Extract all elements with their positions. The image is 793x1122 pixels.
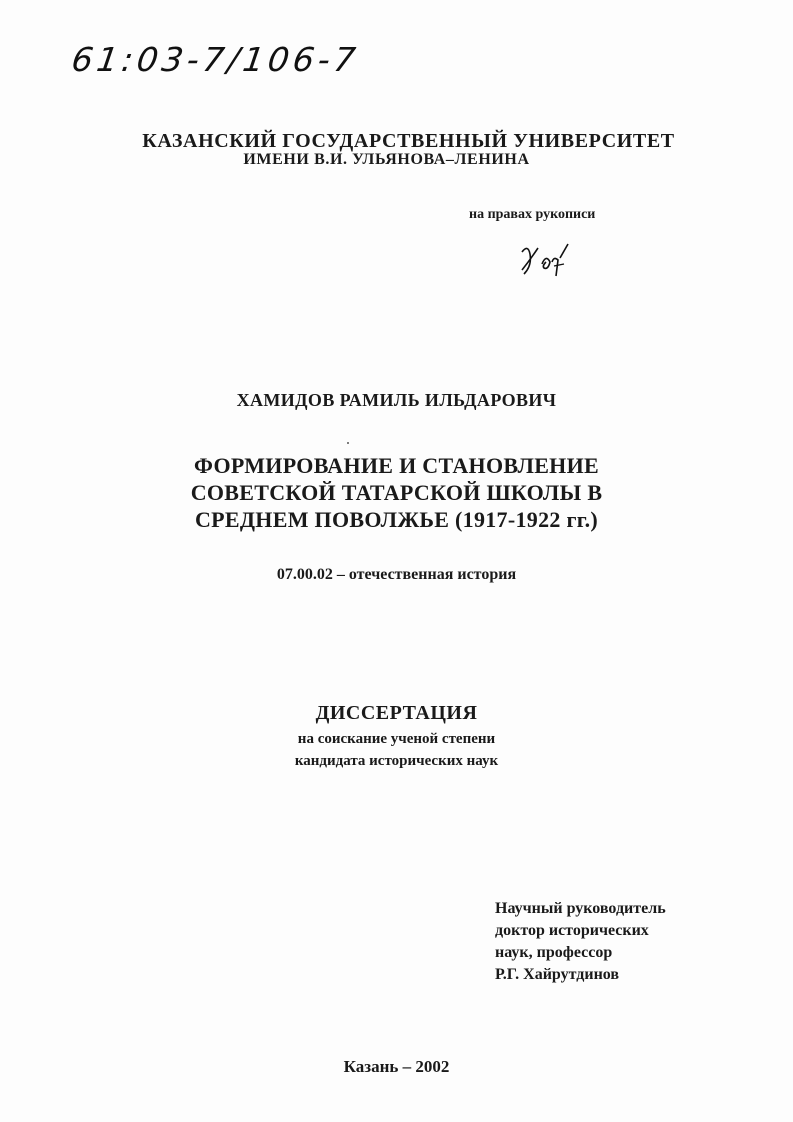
archive-code-handwritten: 61:03-7/106-7 bbox=[69, 40, 362, 79]
title-line-1: ФОРМИРОВАНИЕ И СТАНОВЛЕНИЕ bbox=[194, 453, 599, 478]
author-name: ХАМИДОВ РАМИЛЬ ИЛЬДАРОВИЧ bbox=[236, 390, 557, 410]
degree-line-2: кандидата исторических наук bbox=[294, 753, 499, 769]
degree-line-1: на соискание ученой степени bbox=[297, 731, 496, 747]
scan-speck bbox=[347, 442, 349, 444]
city-year: Казань – 2002 bbox=[343, 1057, 450, 1076]
dissertation-type: ДИССЕРТАЦИЯ bbox=[315, 702, 478, 724]
supervisor-line-4: Р.Г. Хайрутдинов bbox=[495, 966, 620, 983]
specialty-code: 07.00.02 – отечественная история bbox=[276, 566, 517, 583]
dissertation-title bbox=[0, 452, 793, 533]
title-line-3: СРЕДНЕМ ПОВОЛЖЬЕ (1917-1922 гг.) bbox=[194, 507, 599, 532]
supervisor-line-2: доктор исторических bbox=[495, 922, 649, 939]
supervisor-block bbox=[495, 898, 666, 986]
title-line-2: СОВЕТСКОЙ ТАТАРСКОЙ ШКОЛЫ В bbox=[190, 480, 603, 505]
handwritten-signature bbox=[520, 240, 572, 285]
rights-note: на правах рукописи bbox=[469, 207, 596, 222]
supervisor-line-3: наук, профессор bbox=[495, 944, 613, 961]
dissertation-degree bbox=[0, 728, 793, 772]
university-name-line2: ИМЕНИ В.И. УЛЬЯНОВА–ЛЕНИНА bbox=[243, 151, 530, 168]
university-name-line1: КАЗАНСКИЙ ГОСУДАРСТВЕННЫЙ УНИВЕРСИТЕТ bbox=[142, 130, 675, 152]
supervisor-line-1: Научный руководитель bbox=[495, 900, 666, 917]
